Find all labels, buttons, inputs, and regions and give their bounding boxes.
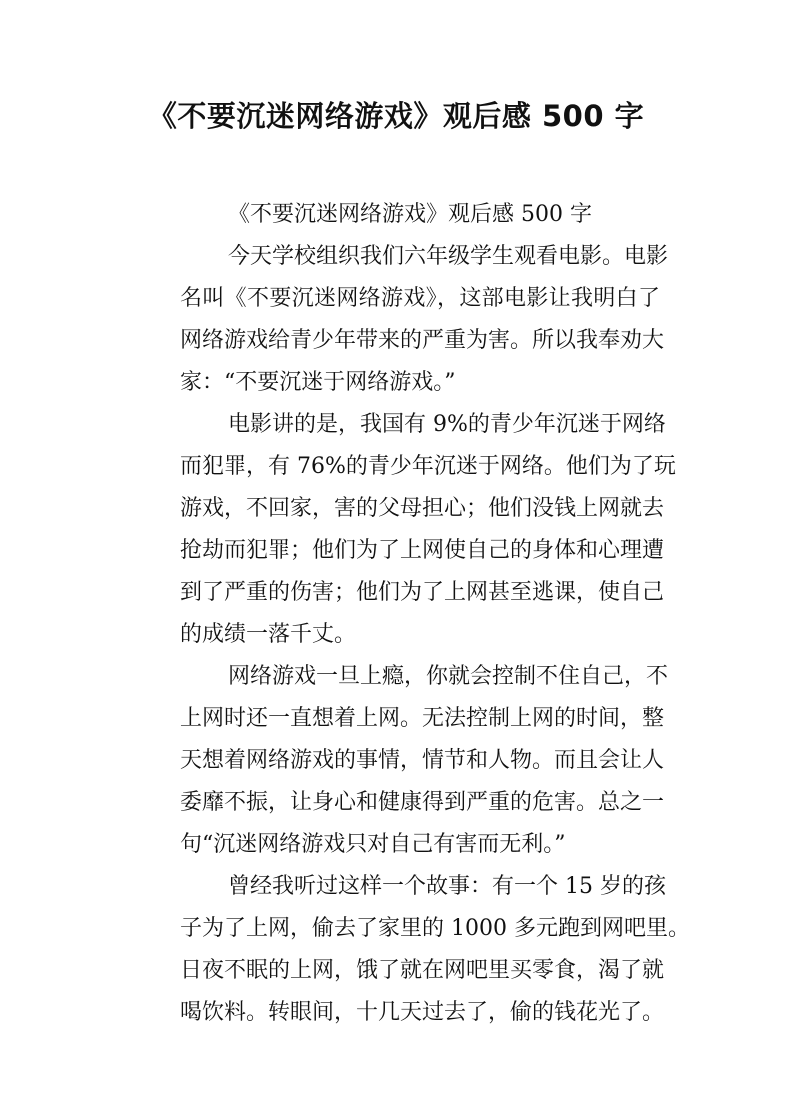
text-line: 而犯罪，有 76%的青少年沉迷于网络。他们为了玩 <box>180 454 676 479</box>
text-line: 喝饮料。转眼间，十几天过去了，偷的钱花光了。 <box>180 1000 665 1025</box>
text-line: 的成绩一落千丈。 <box>180 622 357 647</box>
text-line: 家：“不要沉迷于网络游戏。” <box>180 370 456 395</box>
subtitle-paragraph <box>132 194 660 236</box>
text-line: 名叫《不要沉迷网络游戏》，这部电影让我明白了 <box>180 286 660 311</box>
document-body <box>132 194 690 1034</box>
text-line: 曾经我听过这样一个故事：有一个 15 岁的孩 <box>228 874 666 899</box>
body-paragraph-1 <box>132 236 669 404</box>
body-paragraph-3 <box>132 656 669 866</box>
text-line: 天想着网络游戏的事情，情节和人物。而且会让人 <box>180 748 665 773</box>
text-line: 句“沉迷网络游戏只对自己有害而无利。” <box>180 832 566 857</box>
text-line: 今天学校组织我们六年级学生观看电影。电影 <box>228 244 669 269</box>
text-line: 网络游戏一旦上瘾，你就会控制不住自己，不 <box>228 664 669 689</box>
text-line: 电影讲的是，我国有 9%的青少年沉迷于网络 <box>228 412 666 437</box>
body-paragraph-2 <box>132 404 676 656</box>
text-line: 《不要沉迷网络游戏》观后感 500 字 <box>228 202 592 227</box>
page-title: 《不要沉迷网络游戏》观后感 500 字 <box>147 99 645 133</box>
text-line: 日夜不眠的上网，饿了就在网吧里买零食，渴了就 <box>180 958 665 983</box>
text-line: 子为了上网，偷去了家里的 1000 多元跑到网吧里。 <box>180 916 690 941</box>
text-line: 游戏，不回家，害的父母担心；他们没钱上网就去 <box>180 496 665 521</box>
text-line: 委靡不振，让身心和健康得到严重的危害。总之一 <box>180 790 665 815</box>
text-line: 抢劫而犯罪；他们为了上网使自己的身体和心理遭 <box>180 538 665 563</box>
text-line: 到了严重的伤害；他们为了上网甚至逃课，使自己 <box>180 580 665 605</box>
body-paragraph-4 <box>132 866 690 1034</box>
text-line: 网络游戏给青少年带来的严重为害。所以我奉劝大 <box>180 328 665 353</box>
text-line: 上网时还一直想着上网。无法控制上网的时间，整 <box>180 706 665 731</box>
